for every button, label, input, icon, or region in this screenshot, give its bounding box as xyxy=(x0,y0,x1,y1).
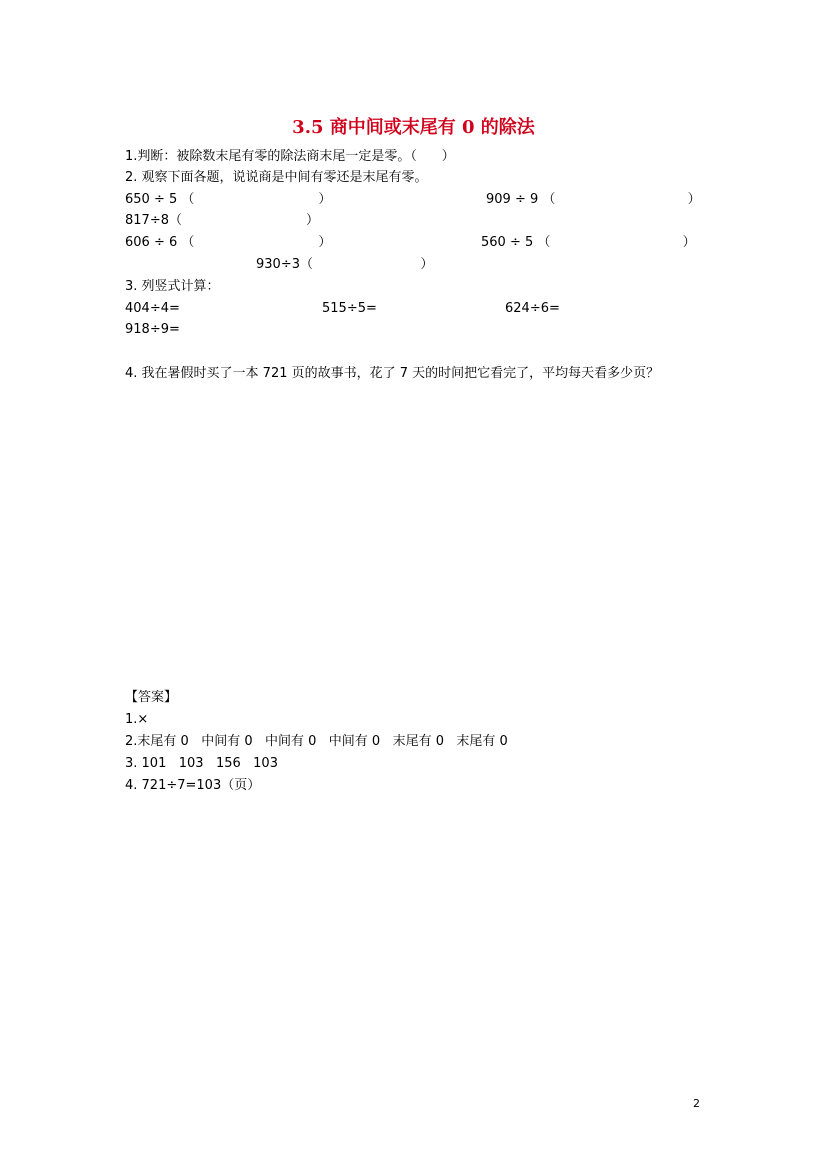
q2-item-6: 930÷3（ ） xyxy=(256,257,434,272)
question-3-title: 3. 列竖式计算： xyxy=(125,279,220,294)
q2-item-5: 560 ÷ 5 （ ） xyxy=(481,235,696,250)
q3-item-3: 624÷6= xyxy=(505,301,560,316)
page-number: 2 xyxy=(693,1097,700,1110)
answer-2: 2.末尾有 0 中间有 0 中间有 0 中间有 0 末尾有 0 末尾有 0 xyxy=(125,734,508,749)
q2-item-2: 909 ÷ 9 （ ） xyxy=(486,192,701,207)
q2-item-4: 606 ÷ 6 （ ） xyxy=(125,235,332,250)
q3-item-2: 515÷5= xyxy=(322,301,377,316)
answers-heading: 【答案】 xyxy=(125,690,178,705)
q2-item-1: 650 ÷ 5 （ ） xyxy=(125,192,332,207)
page-title: 3.5 商中间或末尾有 0 的除法 xyxy=(292,117,535,138)
question-4: 4. 我在暑假时买了一本 721 页的故事书，花了 7 天的时间把它看完了，平均每天看多少页？ xyxy=(125,366,660,381)
question-1: 1.判断：被除数末尾有零的除法商末尾一定是零。（ ） xyxy=(125,149,455,164)
answer-4: 4. 721÷7=103（页） xyxy=(125,778,261,793)
q3-item-4: 918÷9= xyxy=(125,322,180,337)
q3-item-1: 404÷4= xyxy=(125,301,180,316)
q2-item-3: 817÷8（ ） xyxy=(125,213,319,228)
question-2-title: 2. 观察下面各题，说说商是中间有零还是末尾有零。 xyxy=(125,170,428,185)
answer-1: 1.× xyxy=(125,712,149,727)
answer-3: 3. 101 103 156 103 xyxy=(125,756,278,771)
